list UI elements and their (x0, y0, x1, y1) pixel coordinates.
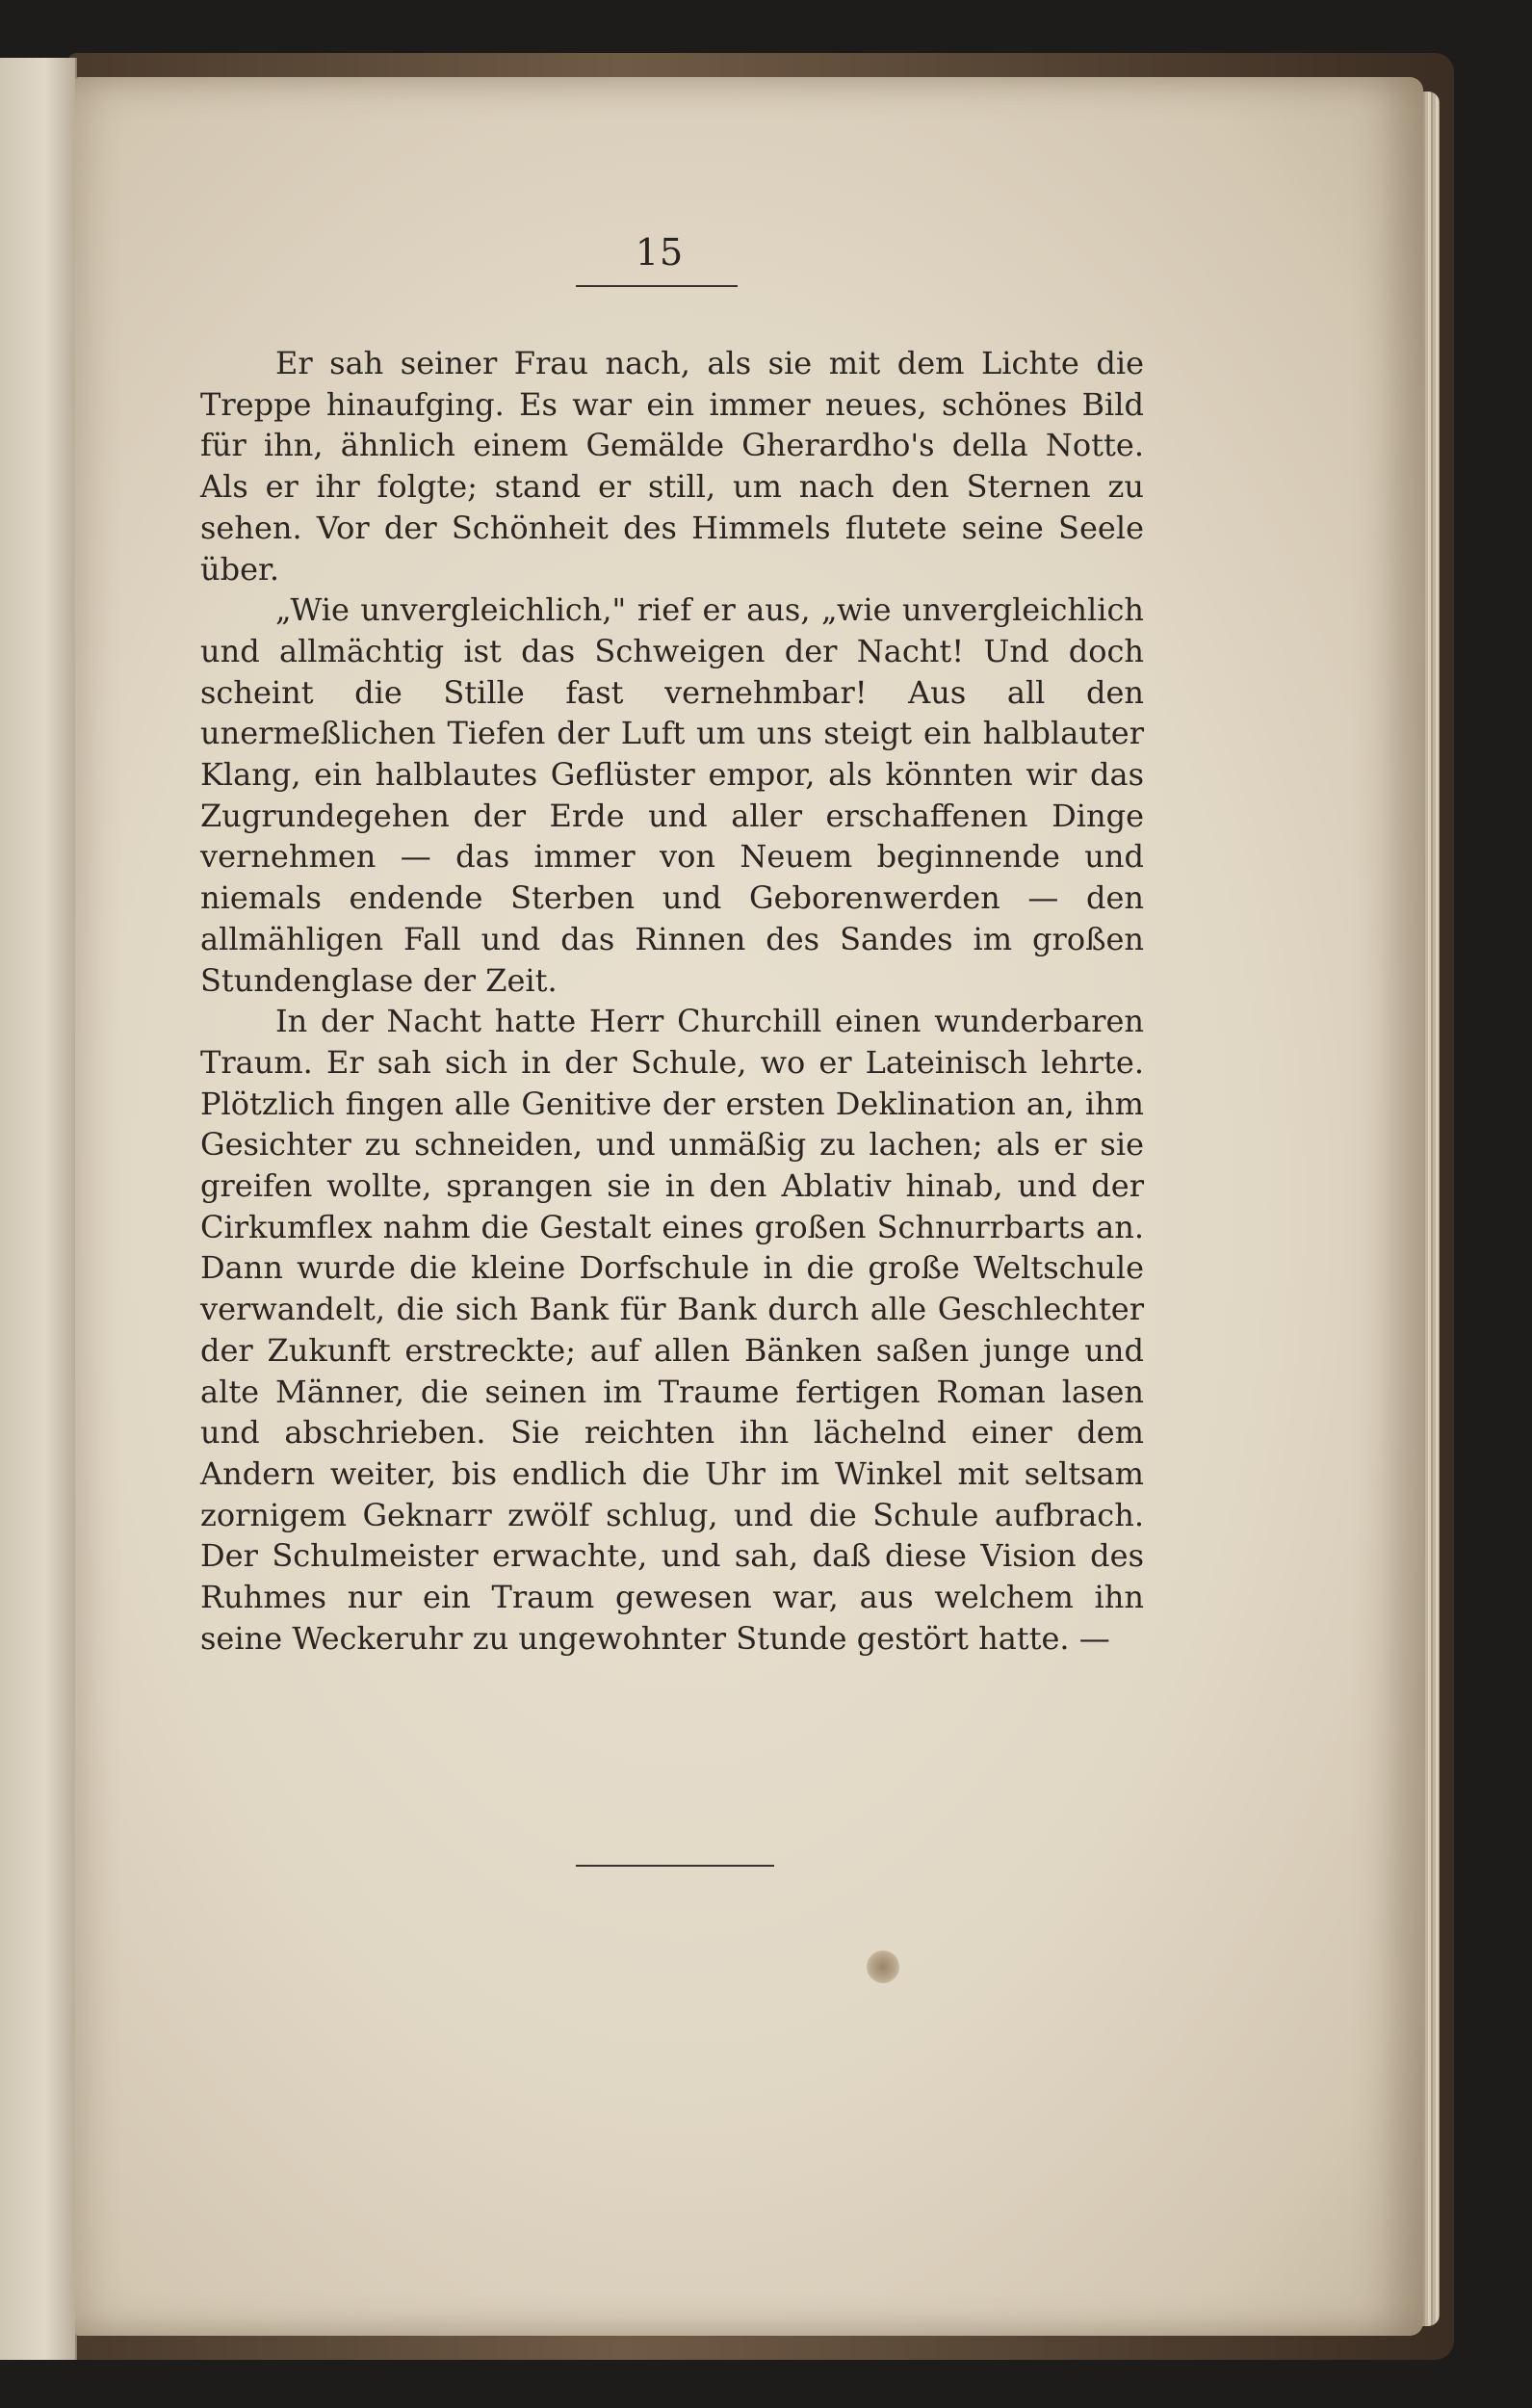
paragraph: Er sah seiner Frau nach, als sie mit dem Lichte die Treppe hinaufging. Es war ein immer neues, schönes Bild für ihn, ähnlich einem Gemälde Gherardho's della Notte. Als er ihr folgte; stand er still, um nach den Sternen zu sehen. Vor der Schönheit des Himmels flutete seine Seele über. (200, 345, 1144, 588)
left-page-edge (0, 58, 77, 2360)
paragraph: „Wie unvergleichlich," rief er aus, „wie unvergleichlich und allmächtig ist das Schweigen der Nacht! Und doch scheint die Stille fast vernehmbar! Aus all den unermeßlichen Tiefen der Luft um uns steigt ein halblauter Klang, ein halblautes Geflüster empor, als könnten wir das Zugrundegehen der Erde und aller erschaffenen Dinge vernehmen — das immer von Neuem beginnende und niemals endende Sterben und Geborenwerden — den allmähligen Fall und das Rinnen des Sandes im großen Stundenglase der Zeit. (200, 591, 1144, 999)
header-rule (576, 285, 738, 287)
end-rule (576, 1865, 774, 1867)
paragraph: In der Nacht hatte Herr Churchill einen wunderbaren Traum. Er sah sich in der Schule, wo er Lateinisch lehrte. Plötzlich fingen alle Genitive der ersten Deklination an, ihm Gesichter zu schneiden, und unmäßig zu lachen; als er sie greifen wollte, sprangen sie in den Ablativ hinab, und der Cirkumflex nahm die Gestalt eines großen Schnurrbarts an. Dann wurde die kleine Dorfschule in die große Weltschule verwandelt, die sich Bank für Bank durch alle Geschlechter der Zukunft erstreckte; auf allen Bänken saßen junge und alte Männer, die seinen im Traume fertigen Roman lasen und abschrieben. Sie reichten ihn lächelnd einer dem Andern weiter, bis endlich die Uhr im Winkel mit seltsam zornigem Geknarr zwölf schlug, und die Schule aufbrach. Der Schulmeister erwachte, und sah, daß diese Vision des Ruhmes nur ein Traum gewesen war, aus welchem ihn seine Weckeruhr zu ungewohnter Stunde gestört hatte. — (200, 1003, 1144, 1657)
page-number: 15 (635, 231, 685, 274)
body-text (200, 343, 1144, 1660)
paper-stain (867, 1950, 899, 1983)
